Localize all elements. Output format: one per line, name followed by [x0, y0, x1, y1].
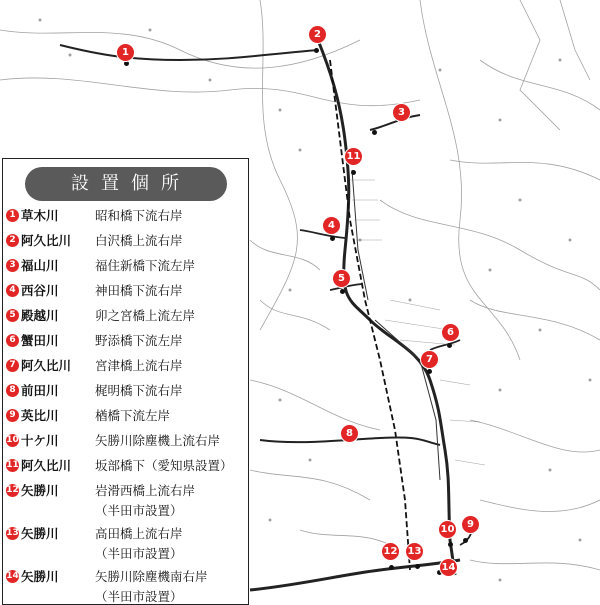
legend-number-badge: 10 — [6, 435, 19, 445]
legend-river-name: 福山川 — [21, 258, 59, 273]
map-marker-11[interactable]: 11 — [344, 147, 363, 166]
legend-river-name: 阿久比川 — [21, 358, 72, 373]
map-marker-13[interactable]: 13 — [405, 542, 424, 561]
legend-location: 宮津橋上流右岸 — [95, 358, 183, 373]
legend-number-badge: 11 — [6, 460, 19, 470]
map-marker-8[interactable]: 8 — [340, 424, 359, 443]
marker-dot-7 — [427, 369, 432, 374]
legend-location: 神田橋下流右岸 — [95, 283, 183, 298]
map-marker-5[interactable]: 5 — [332, 269, 351, 288]
legend-river-name: 草木川 — [21, 208, 59, 223]
map-marker-12[interactable]: 12 — [381, 542, 400, 561]
legend-location: 卯之宮橋上流左岸 — [95, 308, 196, 323]
marker-dot-10 — [448, 542, 453, 547]
marker-dot-5 — [340, 289, 345, 294]
legend-location: 梶明橋下流右岸 — [95, 383, 183, 398]
marker-dot-11 — [351, 170, 356, 175]
marker-dot-6 — [447, 343, 452, 348]
legend-note: （半田市設置） — [95, 546, 183, 561]
legend-number-badge: 9 — [6, 409, 19, 422]
marker-dot-2 — [314, 48, 319, 53]
legend-river-name: 十ケ川 — [21, 433, 59, 448]
legend-number-badge: 6 — [6, 334, 19, 347]
legend-river-name: 矢勝川 — [21, 569, 59, 584]
legend-location: 坂部橋下（愛知県設置） — [95, 458, 233, 473]
marker-dot-4 — [330, 236, 335, 241]
legend-river-name: 英比川 — [21, 408, 59, 423]
map-marker-10[interactable]: 10 — [438, 520, 457, 539]
map-marker-6[interactable]: 6 — [441, 323, 460, 342]
legend-river-name: 矢勝川 — [21, 483, 59, 498]
legend-location: 高田橋上流右岸 — [95, 526, 183, 541]
map-marker-4[interactable]: 4 — [322, 216, 341, 235]
legend-number-badge: 14 — [6, 571, 19, 581]
legend-number-badge: 3 — [6, 259, 19, 272]
legend-number-badge: 2 — [6, 234, 19, 247]
legend-river-name: 阿久比川 — [21, 233, 72, 248]
legend-title: 設置個所 — [25, 167, 227, 201]
map-marker-2[interactable]: 2 — [308, 25, 327, 44]
legend-river-name: 阿久比川 — [21, 458, 72, 473]
legend-note: （半田市設置） — [95, 589, 183, 604]
marker-dot-13 — [415, 564, 420, 569]
legend-panel — [2, 158, 249, 605]
legend-note: （半田市設置） — [95, 503, 183, 518]
legend-number-badge: 8 — [6, 384, 19, 397]
marker-dot-12 — [389, 565, 394, 570]
legend-number-badge: 5 — [6, 309, 19, 322]
marker-dot-9 — [463, 538, 468, 543]
legend-location: 矢勝川除塵機南右岸 — [95, 569, 208, 584]
legend-location: 白沢橋上流右岸 — [95, 233, 183, 248]
legend-river-name: 殿越川 — [21, 308, 59, 323]
legend-location: 矢勝川除塵機上流右岸 — [95, 433, 221, 448]
map-marker-3[interactable]: 3 — [392, 103, 411, 122]
legend-location: 楢橋下流左岸 — [95, 408, 171, 423]
legend-location: 福住新橋下流左岸 — [95, 258, 196, 273]
legend-number-badge: 13 — [6, 528, 19, 538]
legend-river-name: 蟹田川 — [21, 333, 59, 348]
map-marker-14[interactable]: 14 — [439, 558, 458, 577]
legend-location: 岩滑西橋上流右岸 — [95, 483, 196, 498]
map-marker-1[interactable]: 1 — [116, 43, 135, 62]
legend-location: 昭和橋下流右岸 — [95, 208, 183, 223]
legend-river-name: 西谷川 — [21, 283, 59, 298]
legend-number-badge: 4 — [6, 284, 19, 297]
map-marker-7[interactable]: 7 — [420, 350, 439, 369]
legend-location: 野添橋下流左岸 — [95, 333, 183, 348]
legend-river-name: 矢勝川 — [21, 526, 59, 541]
map-marker-9[interactable]: 9 — [461, 515, 480, 534]
marker-dot-3 — [372, 130, 377, 135]
legend-river-name: 前田川 — [21, 383, 59, 398]
legend-number-badge: 7 — [6, 359, 19, 372]
legend-number-badge: 1 — [6, 209, 19, 222]
legend-number-badge: 12 — [6, 485, 19, 495]
